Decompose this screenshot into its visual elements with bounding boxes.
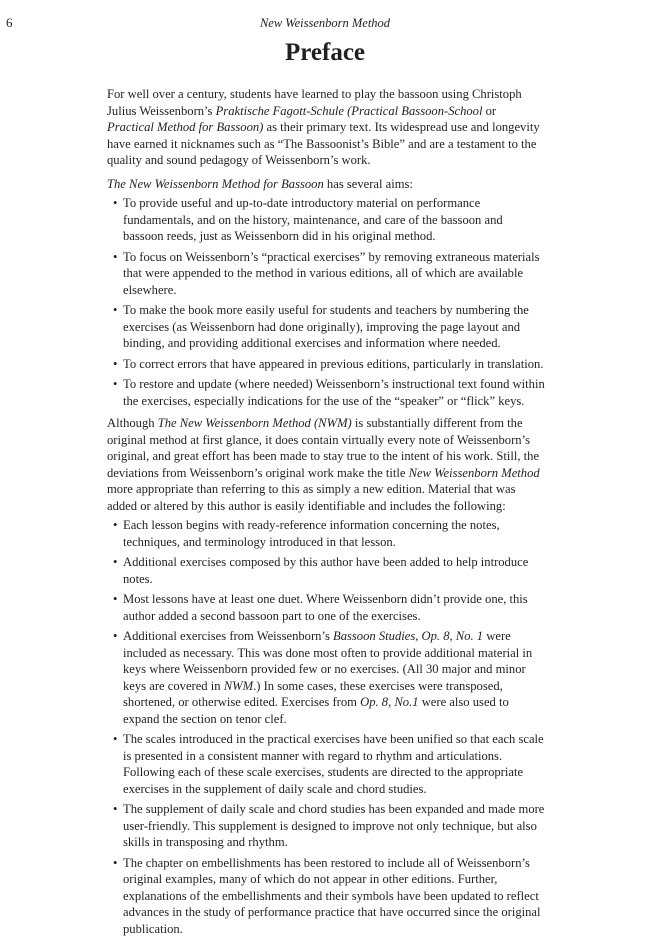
changes-list <box>107 517 545 937</box>
bullet-icon: • <box>113 303 118 317</box>
intro-paragraph <box>107 86 545 169</box>
italic-title: NWM <box>223 678 254 693</box>
list-item-text: To focus on Weissenborn’s “practical exercises” by removing extraneous materials that were appended to the method in various editions, all of which are available elsewhere. <box>123 249 540 297</box>
list-item <box>107 731 545 797</box>
list-item-text: Each lesson begins with ready-reference information concerning the notes, techniques, and terminology introduced in that lesson. <box>123 518 500 549</box>
text-run: Although <box>107 416 158 430</box>
text-run: were included as necessary. This was done most often to provide additional material in keys where Weissenborn provided few or no exercises. (All 30 major and minor keys are covered in <box>123 629 533 693</box>
list-item <box>107 195 545 245</box>
list-item <box>107 801 545 851</box>
bullet-icon: • <box>113 555 118 569</box>
bullet-icon: • <box>113 196 118 210</box>
bullet-icon: • <box>113 356 118 371</box>
list-item-text: Most lessons have at least one duet. Where Weissenborn didn’t provide one, this author added a second bassoon part to one of the exercises. <box>123 592 528 623</box>
list-item <box>107 591 545 624</box>
italic-title: Praktische Fagott-Schule (Practical Bassoon-School <box>215 103 483 118</box>
text-run: is substantially different from the original method at first glance, it does contain virtually every note of Weissenborn’s original, and great effort has been made to stay true to the intent of his work. Still, the deviations from Weissenborn’s original work make the title <box>107 416 540 480</box>
text-run: were also used to expand the section on tenor clef. <box>123 695 509 726</box>
bullet-icon: • <box>113 855 118 870</box>
list-item <box>107 517 545 550</box>
italic-title: The New Weissenborn Method (NWM) <box>157 416 352 430</box>
list-item-text: The chapter on embellishments has been restored to include all of Weissenborn’s original examples, many of which do not appear in other editions. Further, explanations of the embellishments and their symbols have been updated to reflect advances in the study of performance practice that have occurred since the original publication. <box>123 855 541 936</box>
aims-intro-paragraph <box>107 176 545 193</box>
italic-title: Practical Method for Bassoon) <box>107 120 264 134</box>
italic-title: Bassoon Studies, Op. 8, No. 1 <box>333 629 484 643</box>
list-item-text: To provide useful and up-to-date introductory material on performance fundamentals, and on the history, maintenance, and care of the bassoon and bassoon reeds, just as Weissenborn did in his original method. <box>123 196 503 243</box>
bullet-icon: • <box>113 732 118 746</box>
text-run: as their primary text. Its widespread use and longevity have earned it nicknames such as “The Bassoonist’s Bible” and are a testament to the quality and sound pedagogy of Weissenborn’s work. <box>107 120 540 167</box>
list-item-text: To make the book more easily useful for students and teachers by numbering the exercises (as Weissenborn had done originally), improving the page layout and binding, and providing additional exercises and information where needed. <box>123 303 529 350</box>
bullet-icon: • <box>113 377 118 391</box>
bullet-icon: • <box>113 802 118 816</box>
list-item <box>107 628 545 727</box>
list-item <box>107 249 545 299</box>
bullet-icon: • <box>113 249 118 264</box>
page-number: 6 <box>6 15 13 30</box>
text-run: more appropriate than referring to this as simply a new edition. Material that was added or altered by this author is easily identifiable and includes the following: <box>107 482 516 513</box>
text-run: Additional exercises from Weissenborn’s <box>123 629 334 643</box>
text-run: .) In some cases, these exercises were transposed, shortened, or otherwise edited. Exercises from <box>123 678 503 709</box>
running-head: New Weissenborn Method <box>259 16 391 30</box>
body-text <box>107 86 545 943</box>
bullet-icon: • <box>113 518 118 532</box>
italic-title: Op. 8, No.1 <box>360 695 419 709</box>
list-item-text: The supplement of daily scale and chord studies has been expanded and made more user-friendly. This supplement is designed to improve not only technique, but also skills in transposing and rhythm. <box>123 802 545 849</box>
italic-title: New Weissenborn Method <box>408 465 540 480</box>
text-run: has several aims: <box>323 176 413 191</box>
aims-list <box>107 195 545 409</box>
list-item <box>107 302 545 352</box>
list-item <box>107 356 545 373</box>
nwm-paragraph <box>107 415 545 514</box>
text-run: For well over a century, students have learned to play the bassoon using Christoph Julius Weissenborn’s <box>107 87 522 118</box>
bullet-icon: • <box>113 629 118 643</box>
list-item <box>107 376 545 409</box>
bullet-icon: • <box>113 592 118 606</box>
list-item-text: The scales introduced in the practical exercises have been unified so that each scale is presented in a consistent manner with regard to rhythm and articulations. Following each of these scale exercises, students are directed to the appropriate exercises in the supplement of daily scale and chord studies. <box>123 732 544 796</box>
list-item-text: Additional exercises composed by this author have been added to help introduce notes. <box>123 555 529 586</box>
italic-title: The New Weissenborn Method for Bassoon <box>107 176 324 191</box>
list-item-text: To restore and update (where needed) Weissenborn’s instructional text found within the exercises, especially indications for the use of the “speaker” or “flick” keys. <box>123 377 545 408</box>
page-title: Preface <box>284 39 366 66</box>
list-item-text: To correct errors that have appeared in previous editions, particularly in translation. <box>123 356 544 371</box>
text-run: or <box>482 103 497 118</box>
list-item <box>107 554 545 587</box>
